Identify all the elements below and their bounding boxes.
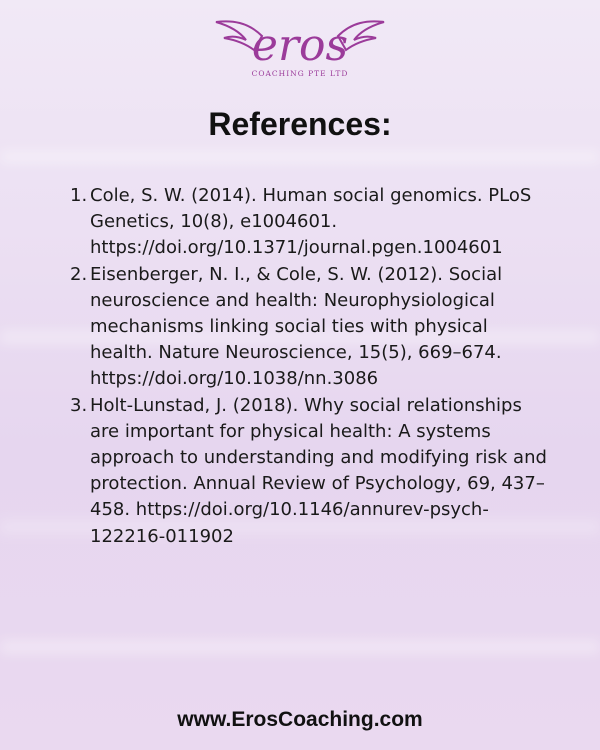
logo-tagline: COACHING PTE LTD (251, 69, 349, 78)
list-item (70, 183, 550, 262)
list-item (70, 393, 550, 550)
reference-number: 3. (70, 394, 88, 416)
reference-list (70, 183, 550, 550)
website-url: www.ErosCoaching.com (177, 708, 423, 731)
reference-number: 2. (70, 263, 88, 285)
logo-word: eros (251, 20, 349, 71)
reference-text: Holt-Lunstad, J. (2018). Why social relationships are important for physical health: A systems approach to understanding and modifying risk and protection. Annual Review of Psychology, 69, 437–458. https://doi.org/10.1146/annurev-psych-122216-011902 (90, 394, 547, 547)
reference-number: 1. (70, 185, 88, 206)
reference-text: Cole, S. W. (2014). Human social genomics. PLoS Genetics, 10(8), e1004601. https://doi.org/10.1371/journal.pgen.1004601 (90, 185, 532, 259)
list-item (70, 262, 550, 393)
reference-text: Eisenberger, N. I., & Cole, S. W. (2012). Social neuroscience and health: Neurophysiological mechanisms linking social ties with physical health. Nature Neuroscience, 15(5), 669–674. https://doi.org/10.1038/nn.3086 (90, 263, 503, 390)
page-title: References: (208, 106, 392, 142)
brand-logo (0, 10, 600, 85)
